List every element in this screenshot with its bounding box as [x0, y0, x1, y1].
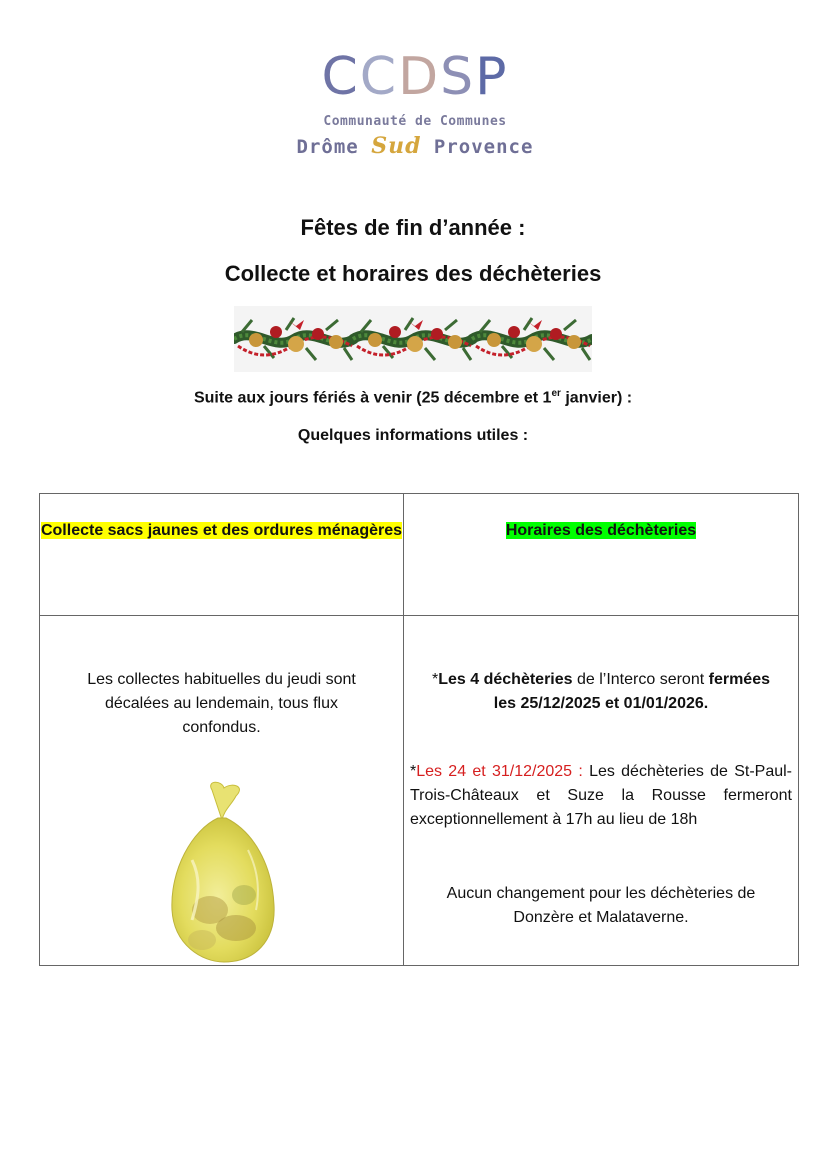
right-header-cell [404, 494, 799, 616]
early-closing-dates: Les 24 et 31/12/2025 : [416, 763, 583, 780]
early-closing-text: Les déchèteries de St-Paul-Trois-Châteaux et Suze la Rousse fermeront exceptionnellement à 17h au lieu de 18h [410, 763, 792, 828]
intro-text-end: janvier) : [560, 389, 633, 407]
logo-region-left: Drôme [296, 136, 359, 158]
early-closing-paragraph [404, 716, 798, 832]
logo-region-right: Provence [433, 136, 534, 158]
logo-subtitle: Communauté de Communes [323, 114, 507, 129]
left-header-cell [40, 494, 404, 616]
collection-header: Collecte sacs jaunes et des ordures ménagères [40, 522, 403, 539]
collection-text: Les collectes habituelles du jeudi sont décalées au lendemain, tous flux confondus. [87, 671, 356, 736]
info-table [39, 493, 799, 966]
intro-superscript: er [551, 388, 561, 399]
christmas-garland-image [234, 306, 592, 372]
bullet-star: * [410, 763, 417, 780]
intro-info-line: Quelques informations utiles : [297, 427, 529, 444]
logo-letter: D [398, 47, 441, 107]
hours-cell [404, 616, 799, 966]
logo-letter: P [475, 47, 509, 107]
ccdsp-logo [270, 48, 560, 163]
bullet-star: * [432, 671, 439, 688]
closure-paragraph [404, 616, 798, 716]
closure-dates: les 25/12/2025 et 01/01/2026. [493, 695, 709, 712]
hours-header: Horaires des déchèteries [505, 522, 697, 539]
logo-letter: C [321, 47, 360, 107]
logo-letters [270, 48, 560, 106]
logo-region-mid: Sud [371, 133, 422, 159]
closure-word: fermées [708, 671, 770, 688]
closure-subject: Les 4 déchèteries [438, 671, 573, 688]
page-subtitle: Collecte et horaires des déchèteries [224, 261, 602, 286]
page-title: Fêtes de fin d’année : [300, 215, 526, 240]
logo-region [270, 133, 560, 159]
no-change-paragraph: Aucun changement pour les déchèteries de Donzère et Malataverne. [446, 885, 756, 926]
logo-letter: S [440, 47, 476, 107]
intro-line [0, 388, 826, 407]
table-body-row [40, 616, 799, 966]
logo-letter: C [359, 47, 399, 107]
table-header-row [40, 494, 799, 616]
closure-text: de l’Interco seront [572, 671, 709, 688]
yellow-bag-image [162, 780, 282, 965]
collection-cell [40, 616, 404, 966]
intro-text: Suite aux jours fériés à venir (25 décembre et 1 [193, 389, 552, 407]
